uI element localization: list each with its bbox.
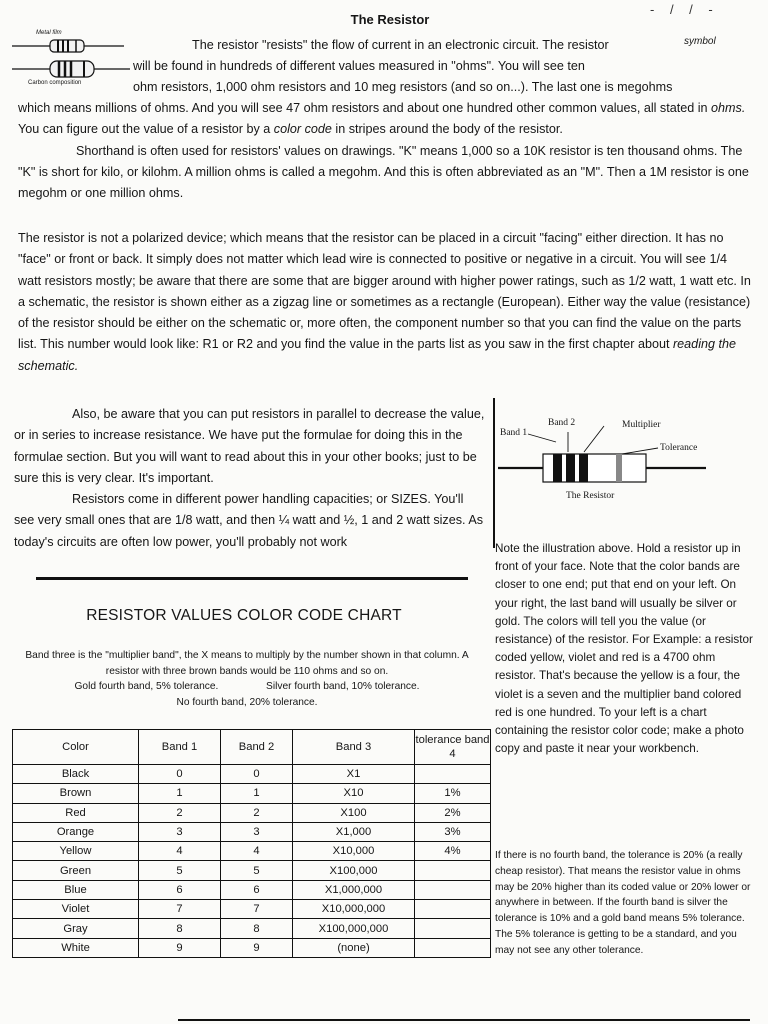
intro-line-4-mid: You can figure out the value of a resistor by a bbox=[18, 122, 274, 137]
table-row bbox=[13, 822, 491, 841]
table-row bbox=[13, 765, 491, 784]
parallel-para-1: Also, be aware that you can put resistors in parallel to decrease the value, or in series to increase resistance. We have put the formulae for doing this in the formulae section. But you will want to read about this in your other books; just to be sure this is very clear. It's important. bbox=[14, 407, 485, 485]
label-tolerance: Tolerance bbox=[660, 443, 698, 453]
cell-tolerance bbox=[415, 919, 491, 938]
header-band-2: Band 2 bbox=[221, 730, 293, 765]
cell-band-2: 9 bbox=[221, 938, 293, 957]
cell-color: Violet bbox=[13, 900, 139, 919]
table-row bbox=[13, 784, 491, 803]
cell-band-2: 4 bbox=[221, 842, 293, 861]
cell-color: Brown bbox=[13, 784, 139, 803]
chart-note bbox=[14, 648, 480, 710]
table-row bbox=[13, 938, 491, 957]
intro-paragraph bbox=[18, 98, 753, 204]
cell-band-3: X10,000,000 bbox=[293, 900, 415, 919]
cell-band-3: X100,000 bbox=[293, 861, 415, 880]
cell-band-1: 8 bbox=[139, 919, 221, 938]
cell-band-3: X100,000,000 bbox=[293, 919, 415, 938]
cell-color: Red bbox=[13, 803, 139, 822]
cell-band-1: 3 bbox=[139, 822, 221, 841]
cell-tolerance bbox=[415, 900, 491, 919]
cell-color: Black bbox=[13, 765, 139, 784]
table-row bbox=[13, 880, 491, 899]
intro-line-3: ohm resistors, 1,000 ohm resistors and 10 meg resistors (and so on...). The last one is megohms bbox=[133, 80, 673, 94]
cell-tolerance bbox=[415, 765, 491, 784]
color-code-table bbox=[12, 729, 491, 958]
cell-band-1: 9 bbox=[139, 938, 221, 957]
header-color: Color bbox=[13, 730, 139, 765]
cell-band-2: 5 bbox=[221, 861, 293, 880]
cell-color: Green bbox=[13, 861, 139, 880]
chart-note-silver: Silver fourth band, 10% tolerance. bbox=[266, 681, 420, 693]
cell-band-1: 6 bbox=[139, 880, 221, 899]
header-band-1: Band 1 bbox=[139, 730, 221, 765]
corner-marks: - / / - bbox=[650, 2, 719, 17]
table-row bbox=[13, 900, 491, 919]
cell-tolerance: 4% bbox=[415, 842, 491, 861]
chart-note-multiplier: Band three is the "multiplier band", the X means to multiply by the number shown in that column. A resistor with three brown bands would be 110 ohms and so on. bbox=[25, 650, 469, 677]
header-tolerance: tolerance band 4 bbox=[415, 730, 491, 765]
cell-band-3: X10,000 bbox=[293, 842, 415, 861]
cell-band-2: 6 bbox=[221, 880, 293, 899]
cell-color: White bbox=[13, 938, 139, 957]
table-row bbox=[13, 919, 491, 938]
carbon-label: Carbon composition bbox=[28, 80, 82, 86]
cell-band-1: 4 bbox=[139, 842, 221, 861]
shorthand-paragraph: Shorthand is often used for resistors' values on drawings. "K" means 1,000 so a 10K resistor is ten thousand ohms. The "K" is short for kilo, or kilohm. A million ohms is called a megohm. And this is often abbreviated as an "M". Then a 1M resistor is one megohm or one million ohms. bbox=[18, 143, 749, 201]
label-band-1: Band 1 bbox=[500, 428, 528, 438]
right-column-note: Note the illustration above. Hold a resistor up in front of your face. Note that the color bands are closer to one end; put that end on your left. On your right, the last band will usually be silver or gold. The colors will tell you the value (or resistance) of the resistor. For Example: a resistor coded yellow, violet and red is a 4700 ohm resistor. That's because the yellow is a four, the violet is a seven and the multiplier band colored red is one hundred. To your left is a chart containing the resistor color code; make a photo copy and paste it near your workbench. bbox=[495, 542, 753, 756]
table-header-row bbox=[13, 730, 491, 765]
cell-tolerance bbox=[415, 880, 491, 899]
chart-note-none: No fourth band, 20% tolerance. bbox=[176, 696, 318, 708]
chart-note-tolerances bbox=[14, 679, 480, 695]
cell-band-1: 1 bbox=[139, 784, 221, 803]
illustration-divider bbox=[493, 398, 495, 548]
cell-band-2: 2 bbox=[221, 803, 293, 822]
cell-color: Blue bbox=[13, 880, 139, 899]
cell-band-1: 7 bbox=[139, 900, 221, 919]
parallel-para-2: Resistors come in different power handling capacities; or SIZES. You'll see very small ones that are 1/8 watt, and then ¼ watt and ½, 1 and 2 watt sizes. As today's circuits are often low power, you'll probably not work bbox=[14, 492, 484, 549]
right-column-tolerance-note: If there is no fourth band, the tolerance is 20% (a really cheap resistor). That means the resistor value in ohms may be 20% higher than its coded value or 20% lower or anywhere in between. If the fourth band is silver the tolerance is 10% and a gold band means 5% tolerance. The 5% tolerance is getting to be a standard, and you may not see any other tolerance. bbox=[495, 850, 751, 956]
polarity-paragraph bbox=[18, 228, 753, 377]
cell-color: Gray bbox=[13, 919, 139, 938]
symbol-label: symbol bbox=[684, 36, 716, 47]
chart-title: RESISTOR VALUES COLOR CODE CHART bbox=[86, 607, 402, 624]
intro-line-4-post: in stripes around the body of the resistor. bbox=[331, 122, 563, 137]
cell-color: Yellow bbox=[13, 842, 139, 861]
page-title: The Resistor bbox=[350, 12, 430, 27]
cell-band-1: 0 bbox=[139, 765, 221, 784]
cell-tolerance: 1% bbox=[415, 784, 491, 803]
cell-band-2: 0 bbox=[221, 765, 293, 784]
polarity-text: The resistor is not a polarized device; which means that the resistor can be placed in a circuit "facing" either direction. It has no "face" or front or back. It simply does not matter which lead wire is connected to positive or negative in a circuit. You will see 1/4 watt resistors mostly; be aware that there are some that are bigger around with higher power ratings, such as 1/2 watt, 1 watt etc. In a schematic, the resistor is shown either as a zigzag line or sometimes as a rectangle (European). Either way the value (resistance) of the resistor should be either on the schematic or, more often, the component number so that you can find the value on the parts list. This number would look like: R1 or R2 and you find the value in the parts list as you saw in the first chapter about bbox=[18, 231, 751, 352]
cell-band-3: X100 bbox=[293, 803, 415, 822]
illustration-caption: The Resistor bbox=[566, 491, 615, 501]
cell-band-2: 7 bbox=[221, 900, 293, 919]
header-band-3: Band 3 bbox=[293, 730, 415, 765]
intro-line-4-pre: which means millions of ohms. And you will see 47 ohm resistors and about one hundred other common values, all stated in bbox=[18, 101, 712, 115]
chart-note-gold: Gold fourth band, 5% tolerance. bbox=[74, 681, 219, 693]
intro-line-4-emphasis: ohms. bbox=[711, 101, 746, 115]
chart-top-rule bbox=[36, 577, 468, 580]
cell-color: Orange bbox=[13, 822, 139, 841]
color-code-table-wrapper bbox=[12, 729, 491, 958]
table-row bbox=[13, 842, 491, 861]
label-multiplier: Multiplier bbox=[622, 420, 661, 430]
cell-band-3: X10 bbox=[293, 784, 415, 803]
cell-tolerance: 2% bbox=[415, 803, 491, 822]
intro-line-2: will be found in hundreds of different values measured in "ohms". You will see ten bbox=[133, 59, 585, 73]
polarity-emphasis: reading the schematic. bbox=[18, 337, 737, 373]
cell-band-2: 1 bbox=[221, 784, 293, 803]
intro-line-1: The resistor "resists" the flow of current in an electronic circuit. The resistor bbox=[192, 38, 609, 52]
parallel-paragraph bbox=[14, 404, 486, 553]
bottom-rule bbox=[178, 1019, 750, 1021]
cell-band-2: 3 bbox=[221, 822, 293, 841]
cell-band-3: X1,000,000 bbox=[293, 880, 415, 899]
cell-tolerance: 3% bbox=[415, 822, 491, 841]
cell-band-3: X1 bbox=[293, 765, 415, 784]
cell-tolerance bbox=[415, 938, 491, 957]
table-row bbox=[13, 861, 491, 880]
cell-band-2: 8 bbox=[221, 919, 293, 938]
label-band-2: Band 2 bbox=[548, 418, 576, 428]
cell-tolerance bbox=[415, 861, 491, 880]
carbon-resistor-illustration bbox=[12, 56, 130, 82]
cell-band-1: 2 bbox=[139, 803, 221, 822]
table-row bbox=[13, 803, 491, 822]
cell-band-1: 5 bbox=[139, 861, 221, 880]
cell-band-3: X1,000 bbox=[293, 822, 415, 841]
cell-band-3: (none) bbox=[293, 938, 415, 957]
intro-line-4-color-code: color code bbox=[273, 122, 332, 137]
metal-film-label: Metal film bbox=[36, 30, 62, 36]
